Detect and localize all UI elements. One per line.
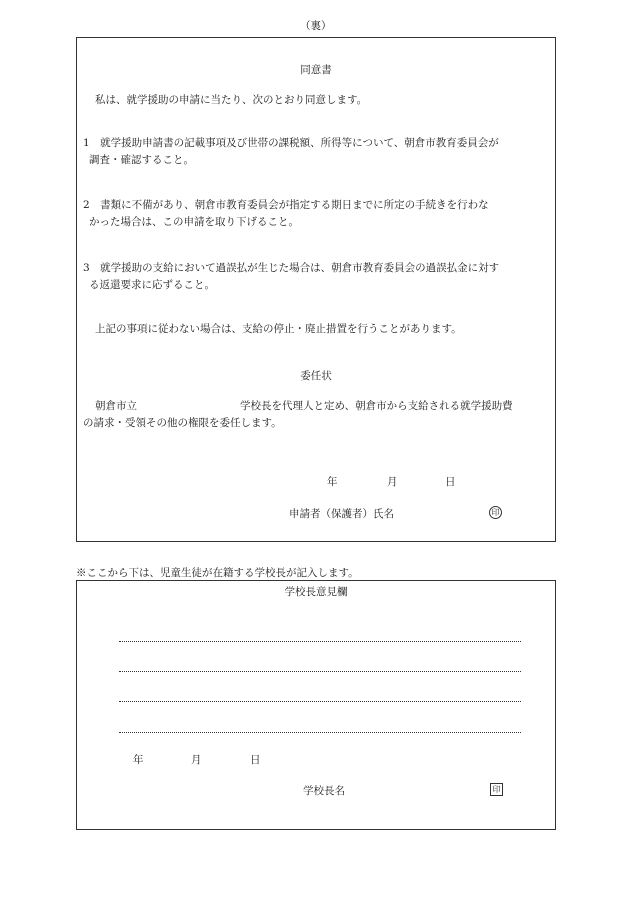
consent-item-1-line1: 1 就学援助申請書の記載事項及び世帯の課税額、所得等について、朝倉市教育委員会が: [83, 137, 499, 149]
consent-item-2: [83, 197, 549, 231]
proxy-title: 委任状: [300, 370, 332, 382]
consent-form-box: [76, 37, 556, 542]
opinion-dotted-line-1: [119, 641, 521, 642]
principal-seal-icon: 印: [490, 783, 503, 796]
consent-item-2-line2: かった場合は、この申請を取り下げること。: [89, 216, 299, 228]
proxy-date-day: 日: [445, 476, 456, 488]
principal-note: ※ここから下は、児童生徒が在籍する学校長が記入します。: [76, 567, 359, 579]
principal-name-label: 学校長名: [303, 785, 345, 797]
proxy-date-year: 年: [327, 476, 338, 488]
opinion-dotted-line-2: [119, 671, 521, 672]
page-header: （裏）: [300, 20, 332, 32]
consent-item-3-line1: 3 就学援助の支給において過誤払が生じた場合は、朝倉市教育委員会の過誤払金に対す: [83, 262, 500, 274]
principal-date-day: 日: [250, 754, 261, 766]
opinion-dotted-line-3: [119, 701, 521, 702]
consent-intro: 私は、就学援助の申請に当たり、次のとおり同意します。: [95, 94, 368, 106]
applicant-name-label: 申請者（保護者）氏名: [289, 508, 394, 520]
consent-item-3: [83, 260, 549, 294]
applicant-seal-icon: 印: [489, 506, 502, 519]
principal-opinion-box: [76, 580, 556, 830]
proxy-line1: 学校長を代理人と定め、朝倉市から支給される就学援助費: [240, 400, 513, 412]
proxy-school-prefix: 朝倉市立: [95, 400, 137, 412]
principal-date-month: 月: [191, 754, 202, 766]
proxy-date-month: 月: [387, 476, 398, 488]
consent-title: 同意書: [300, 64, 332, 76]
consent-notice: 上記の事項に従わない場合は、支給の停止・廃止措置を行うことがあります。: [95, 323, 462, 335]
consent-item-2-line1: 2 書類に不備があり、朝倉市教育委員会が指定する期日までに所定の手続きを行わな: [83, 199, 489, 211]
principal-date-year: 年: [133, 754, 144, 766]
consent-item-1: [83, 135, 549, 169]
principal-opinion-title: 学校長意見欄: [284, 586, 348, 598]
consent-item-1-line2: 調査・確認すること。: [89, 154, 194, 166]
opinion-dotted-line-4: [119, 732, 521, 733]
consent-item-3-line2: る返還要求に応ずること。: [89, 279, 215, 291]
proxy-line2: の請求・受領その他の権限を委任します。: [83, 417, 282, 429]
